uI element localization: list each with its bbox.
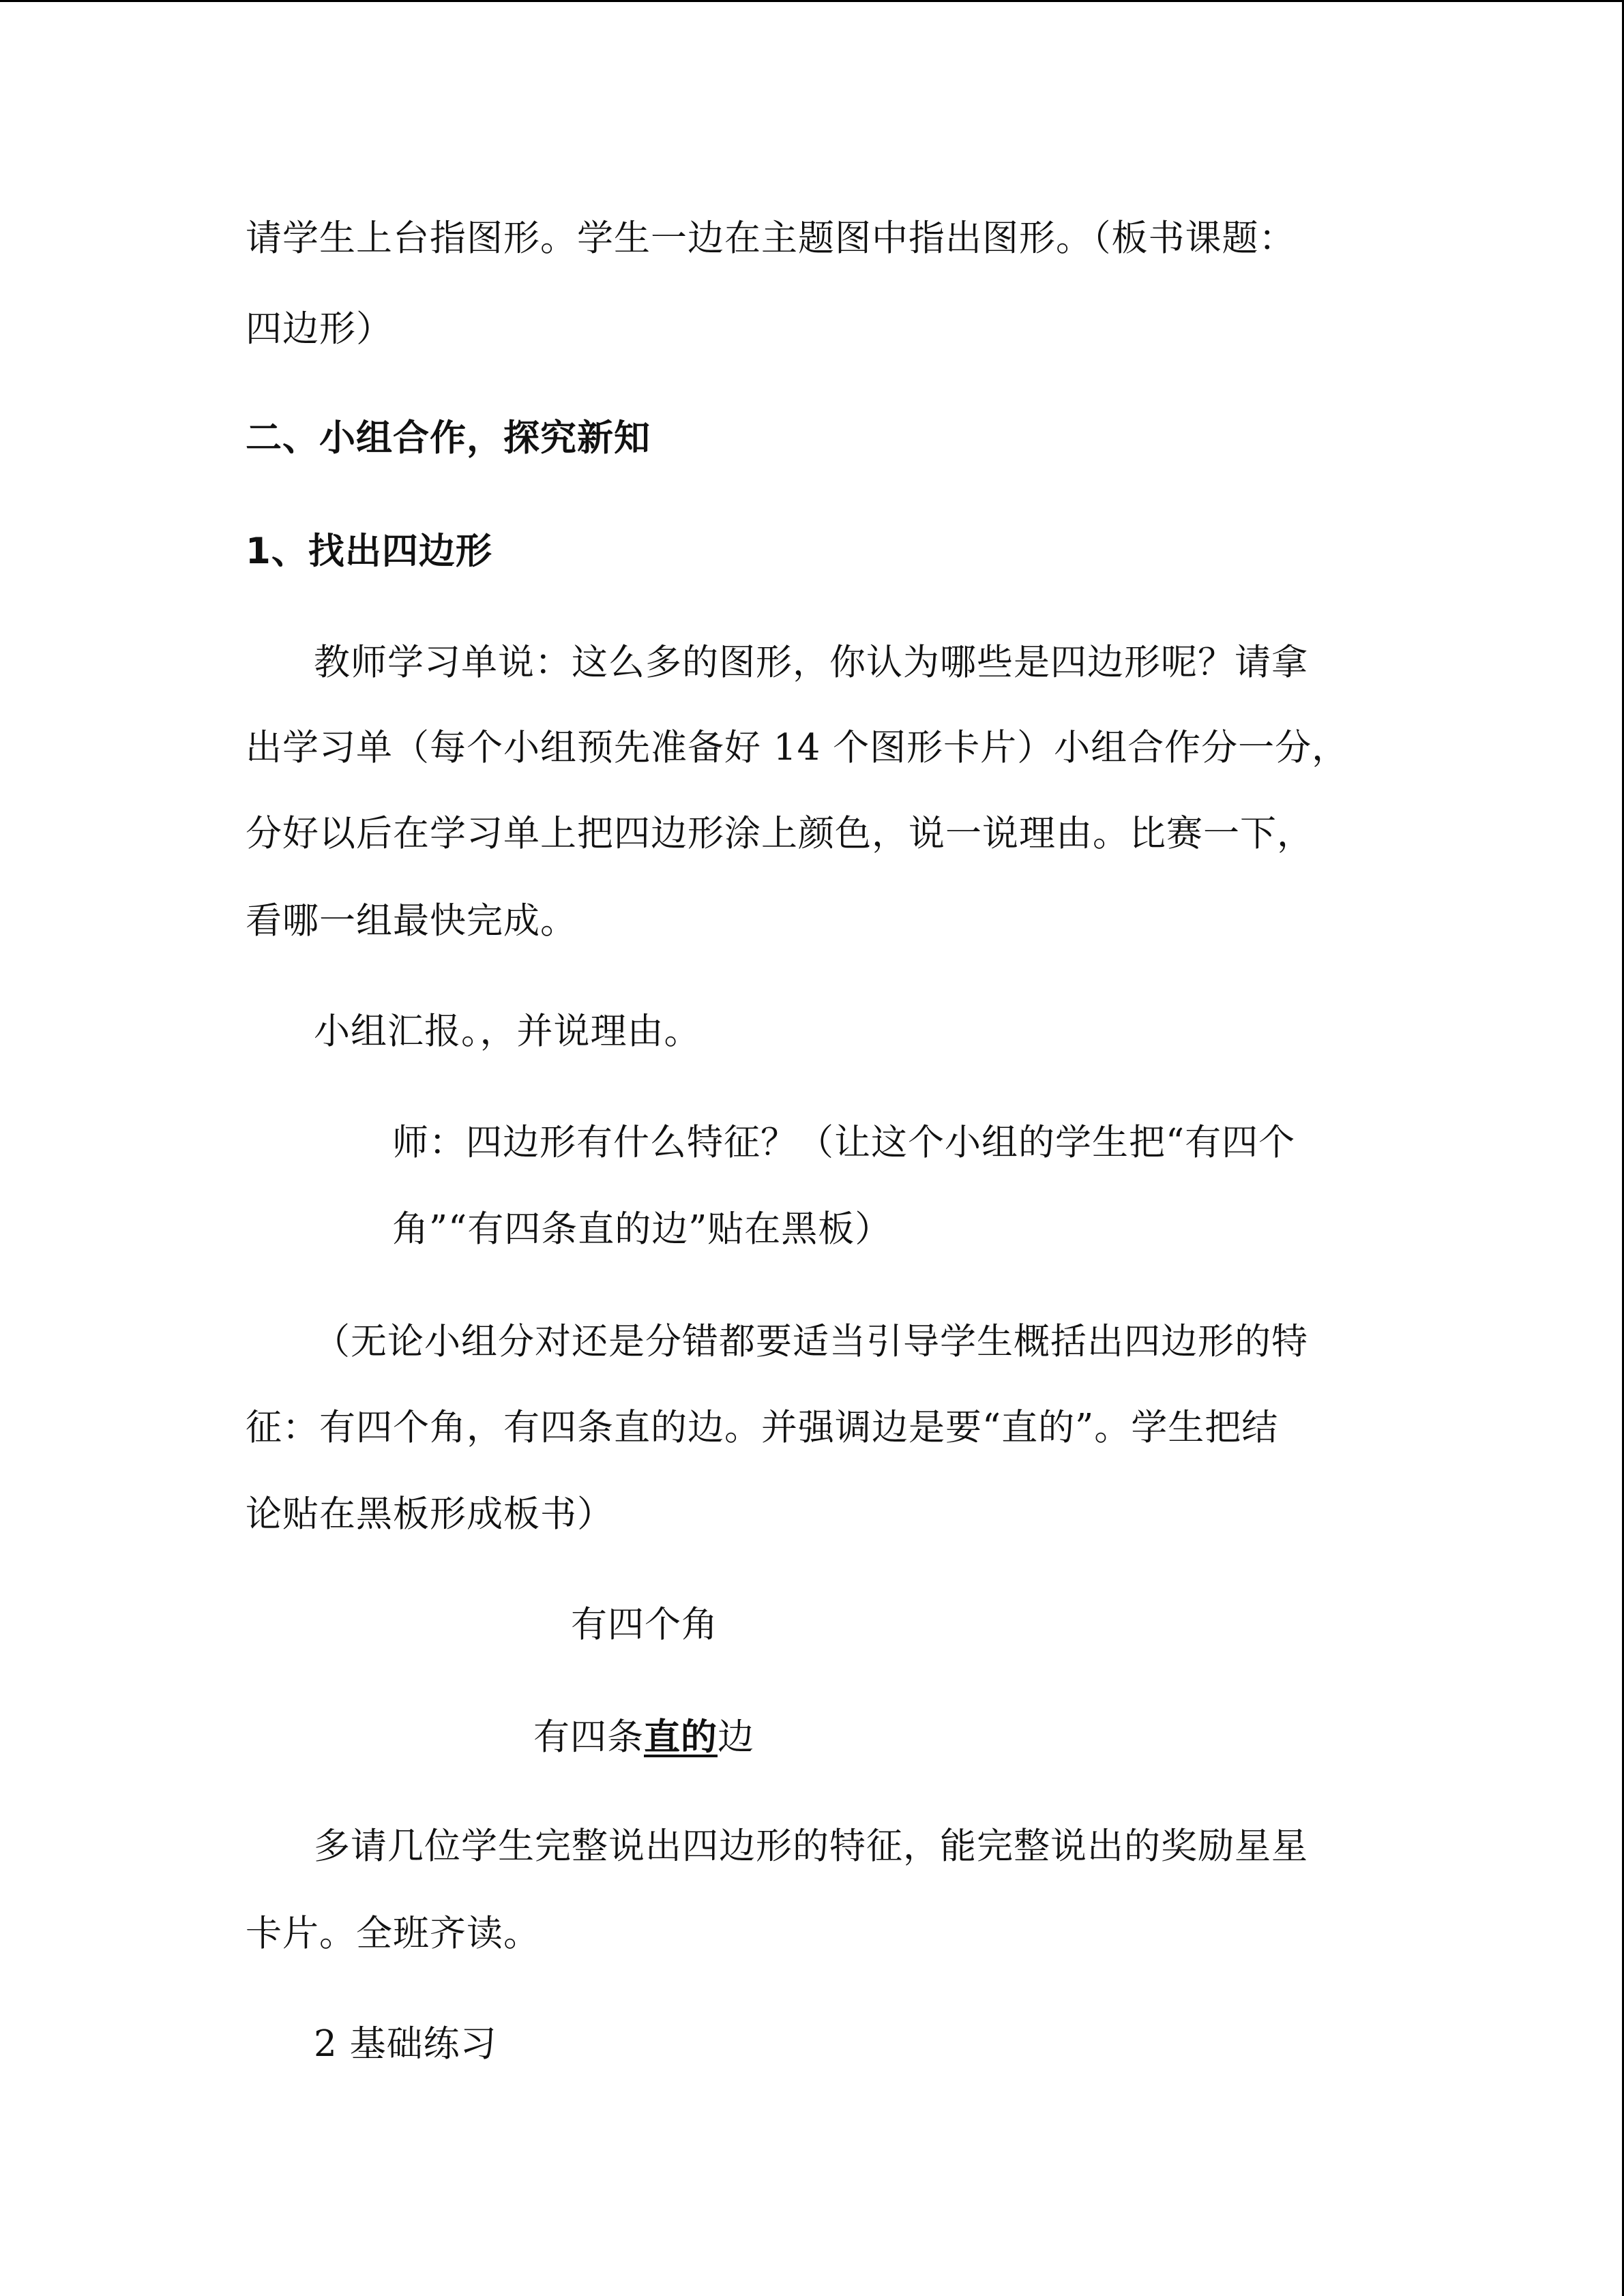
paragraph-line: 小组汇报。，并说理由。 — [314, 1011, 701, 1052]
subsection-heading: 1、找出四边形 — [246, 531, 492, 572]
paragraph-line: （无论小组分对还是分错都要适当引导学生概括出四边形的特 — [314, 1321, 1308, 1362]
paragraph-line: 看哪一组最快完成。 — [246, 900, 577, 942]
paragraph-line: 分好以后在学习单上把四边形涂上颜色，说一说理由。比赛一下， — [246, 813, 1314, 854]
board-text: 边 — [718, 1716, 754, 1758]
paragraph-line: 2 基础练习 — [314, 2023, 497, 2065]
paragraph-line: 师：四边形有什么特征？（让这个小组的学生把“有四个 — [392, 1122, 1296, 1163]
board-line-sides — [533, 1713, 754, 1761]
paragraph-line: 多请几位学生完整说出四边形的特征，能完整说出的奖励星星 — [314, 1825, 1308, 1867]
paragraph-line: 出学习单（每个小组预先准备好 14 个图形卡片）小组合作分一分， — [246, 727, 1349, 769]
board-text: 有四条 — [533, 1716, 644, 1758]
section-heading: 二、小组合作，探究新知 — [246, 417, 651, 459]
paragraph-line: 卡片。全班齐读。 — [246, 1913, 540, 1954]
paragraph-line: 请学生上台指图形。学生一边在主题图中指出图形。（板书课题： — [246, 218, 1296, 259]
paragraph-line: 征：有四个角，有四条直的边。并强调边是要“直的”。学生把结 — [246, 1407, 1279, 1448]
paragraph-line: 角”“有四条直的边”贴在黑板） — [392, 1208, 892, 1250]
paragraph-line: 四边形） — [246, 308, 393, 350]
board-line-corners: 有四个角 — [571, 1604, 718, 1645]
paragraph-line: 论贴在黑板形成板书） — [246, 1493, 614, 1535]
emphasis-straight: 直的 — [644, 1716, 718, 1758]
paragraph-line: 教师学习单说：这么多的图形，你认为哪些是四边形呢？请拿 — [314, 642, 1308, 683]
